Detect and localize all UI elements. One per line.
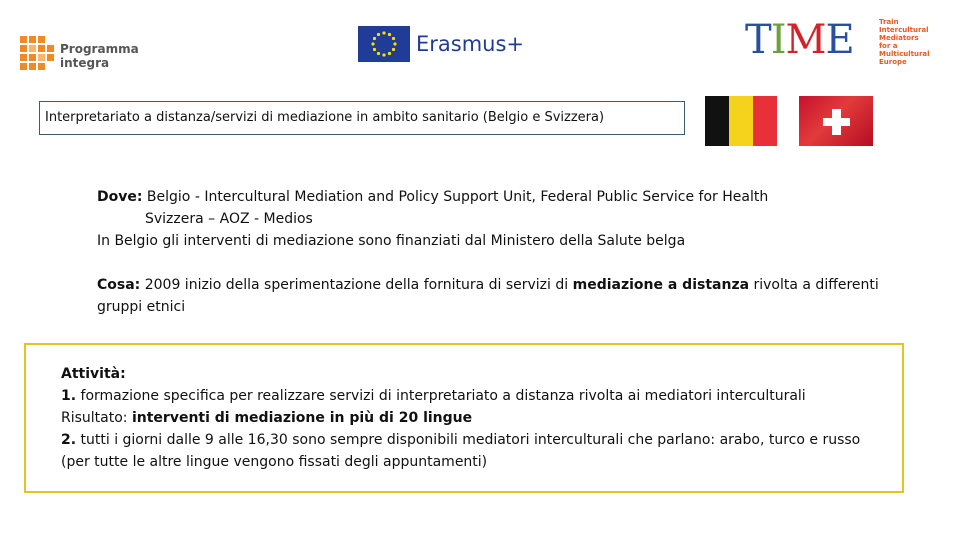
cosa-label: Cosa:: [97, 277, 141, 293]
attivita-item-1-number: 1.: [61, 388, 77, 404]
programma-integra-line1: Programma: [60, 42, 139, 56]
dove-line-3: In Belgio gli interventi di mediazione sono finanziati dal Ministero della Salute belga: [97, 233, 686, 249]
time-wordmark: [745, 18, 854, 62]
cosa-text-end: rivolta a differenti: [749, 277, 879, 293]
time-tagline-line: Intercultural: [879, 26, 929, 34]
programma-integra-grid-icon: [20, 36, 55, 71]
cosa-text: 2009 inizio della sperimentazione della fornitura di servizi di: [140, 277, 573, 293]
programma-integra-line2: integra: [60, 56, 110, 70]
cosa-line-2: gruppi etnici: [97, 299, 186, 315]
programma-integra-logo: [20, 36, 140, 76]
time-tagline-line: Train: [879, 18, 899, 26]
attivita-item-2-text: tutti i giorni dalle 9 alle 16,30 sono sempre disponibili mediatori interculturali che parlano: arabo, turco e russo: [76, 432, 861, 448]
time-tagline-line: for a Multicultural: [879, 42, 930, 58]
eu-flag-icon: [358, 26, 410, 62]
time-project-logo: [745, 16, 935, 68]
switzerland-flag-icon: [799, 96, 873, 146]
time-tagline: [879, 18, 935, 66]
belgium-flag-icon: [705, 96, 777, 146]
time-letter-e: E: [825, 17, 854, 63]
erasmus-wordmark: Erasmus+: [416, 32, 525, 56]
time-letter-m: M: [785, 17, 826, 63]
time-letter-t: T: [745, 17, 771, 63]
dove-line-2: Svizzera – AOZ - Medios: [145, 211, 313, 227]
attivita-item-1-text: formazione specifica per realizzare servizi di interpretariato a distanza rivolta ai mediatori interculturali: [76, 388, 806, 404]
dove-belgio-text: Belgio - Intercultural Mediation and Policy Support Unit, Federal Public Service for Health: [142, 189, 769, 205]
attivita-heading: Attività:: [61, 366, 126, 382]
time-letter-i: I: [770, 17, 786, 63]
cosa-line-1: [97, 274, 879, 296]
attivita-label: [61, 363, 126, 385]
result-value: interventi di mediazione in più di 20 lingue: [131, 410, 473, 426]
cosa-highlight: mediazione a distanza: [572, 277, 750, 293]
attivita-item-1: [61, 385, 806, 407]
attivita-item-2-number: 2.: [61, 432, 77, 448]
result-label: Risultato:: [61, 410, 132, 426]
programma-integra-wordmark: [60, 42, 139, 70]
erasmus-plus-logo: [358, 26, 538, 64]
attivita-result: [61, 407, 472, 429]
slide-title: Interpretariato a distanza/servizi di mediazione in ambito sanitario (Belgio e Svizzera): [39, 101, 685, 135]
dove-line-1: [97, 186, 768, 208]
dove-label: Dove:: [97, 189, 143, 205]
attivita-item-2-note: (per tutte le altre lingue vengono fissati degli appuntamenti): [61, 454, 488, 470]
time-tagline-line: Mediators: [879, 34, 919, 42]
time-tagline-line: Europe: [879, 58, 907, 66]
attivita-item-2: [61, 429, 860, 451]
